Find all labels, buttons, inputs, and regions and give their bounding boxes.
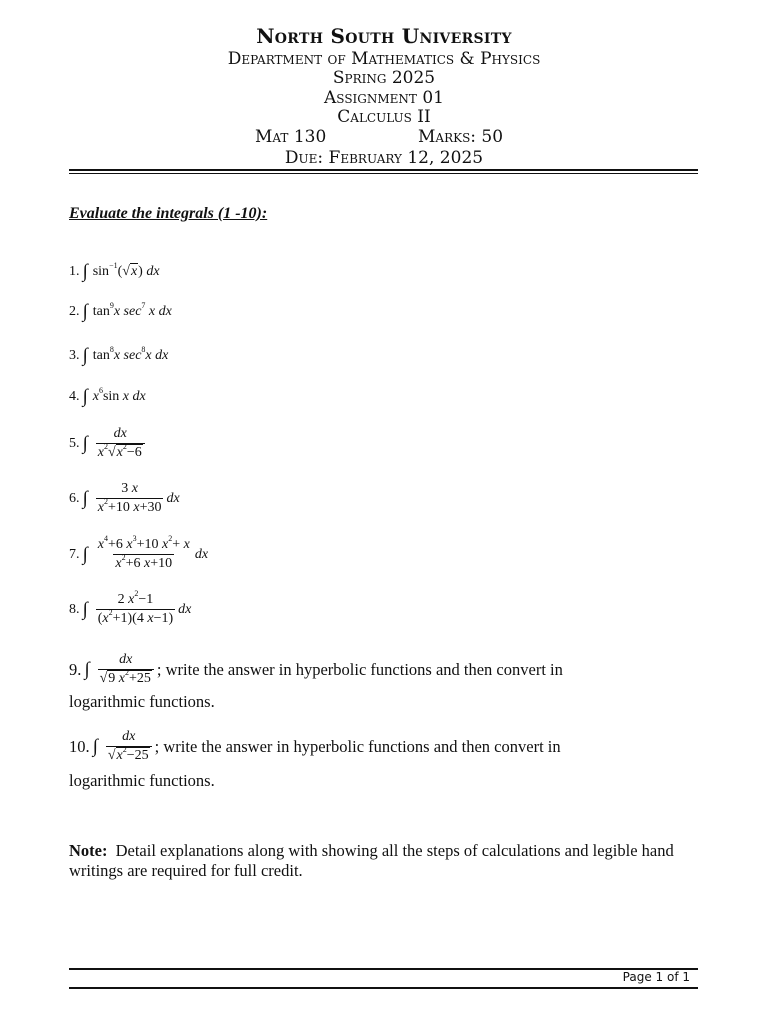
problem-3 (69, 346, 168, 365)
problem-10 (69, 729, 561, 764)
university-name: North South University (256, 24, 512, 48)
due-date: Due: February 12, 2025 (284, 148, 484, 168)
department-name: Department of Mathematics & Physics (227, 49, 541, 69)
course-code: Mat 130 (255, 127, 327, 147)
problem-number: 3. (69, 347, 80, 363)
integral-sign: ∫ (84, 659, 90, 680)
integral-sign: ∫ (82, 433, 88, 454)
integral-sign: ∫ (82, 544, 88, 565)
section-title: Evaluate the integrals (1 -10): (69, 205, 268, 222)
problem-6: 6. ∫ $\frac{3 x}{x^2+10 x+30}$ dx (69, 481, 180, 515)
problem-4 (69, 387, 146, 406)
integrand: $\tan^8x$ $\sec^8x$ dx (92, 344, 169, 363)
note-label: Note: (69, 841, 108, 860)
problem-8: 8. ∫ $\frac{2 x^2-1}{(x^2+1)(4 x-1)}$ dx (69, 589, 192, 626)
integrand: $x^6\sin$ x dx (92, 385, 146, 404)
problem-number: 2. (69, 303, 80, 319)
problem-number: 8. (69, 601, 80, 617)
note (69, 841, 709, 881)
problem-number: 7. (69, 546, 80, 562)
fraction: $\frac{dx}{√x^2-25}$ (106, 729, 152, 764)
integral-sign: ∫ (82, 488, 88, 509)
header-rule-thick (69, 169, 698, 171)
problem-number: 1. (69, 263, 80, 279)
problem-number: 10. (69, 736, 90, 756)
problem-7: 7. ∫ $\frac{x^4+6 x^3+10 x^2+ x}{x^2+6 x+10}$ dx (69, 534, 209, 571)
integral-sign: ∫ (82, 599, 88, 620)
fraction: $\frac{dx}{√9 x^2+25}$ (98, 652, 154, 687)
problem-number: 9. (69, 659, 82, 679)
problem-9-instruction: ; write the answer in hyperbolic functions and then convert in (156, 659, 563, 679)
page-number: Page 1 of 1 (622, 970, 690, 984)
fraction: $\frac{3 x}{x^2+10 x+30}$ (97, 481, 162, 515)
footer-rule-top (69, 968, 698, 970)
fraction: $\frac{dx}{x^2√x^2-6}$ (96, 426, 145, 461)
problem-2 (69, 302, 172, 321)
integral-sign: ∫ (82, 345, 88, 366)
problem-9 (69, 652, 563, 687)
problem-number: 6. (69, 490, 80, 506)
total-marks: Marks: 50 (418, 127, 504, 147)
assignment-title: Assignment 01 (324, 88, 444, 108)
fraction: $\frac{x^4+6 x^3+10 x^2+ x}{x^2+6 x+10}$ (97, 534, 190, 571)
integrand: $\sin^{-1}(√x)$ dx (92, 260, 160, 279)
note-text: Detail explanations along with showing all the steps of calculations and legible hand writings are required for full credit. (69, 841, 674, 880)
problem-9-continuation: logarithmic functions. (69, 692, 215, 711)
integral-sign: ∫ (82, 386, 88, 407)
integral-sign: ∫ (92, 736, 98, 757)
fraction: $\frac{2 x^2-1}{(x^2+1)(4 x-1)}$ (97, 589, 174, 626)
problem-10-instruction: ; write the answer in hyperbolic functions and then convert in (154, 736, 561, 756)
integral-sign: ∫ (82, 301, 88, 322)
footer-rule-bottom (69, 987, 698, 989)
problem-5 (69, 426, 148, 461)
problem-number: 4. (69, 388, 80, 404)
problem-number: 5. (69, 435, 80, 451)
header-rule-thin (69, 173, 698, 174)
course-title: Calculus II (337, 107, 431, 127)
problem-1 (69, 262, 160, 281)
semester: Spring 2025 (332, 68, 436, 88)
integral-sign: ∫ (82, 261, 88, 282)
problem-10-continuation: logarithmic functions. (69, 771, 215, 790)
integrand: $\tan^9x$ $\sec^7 x$ dx (92, 300, 172, 319)
